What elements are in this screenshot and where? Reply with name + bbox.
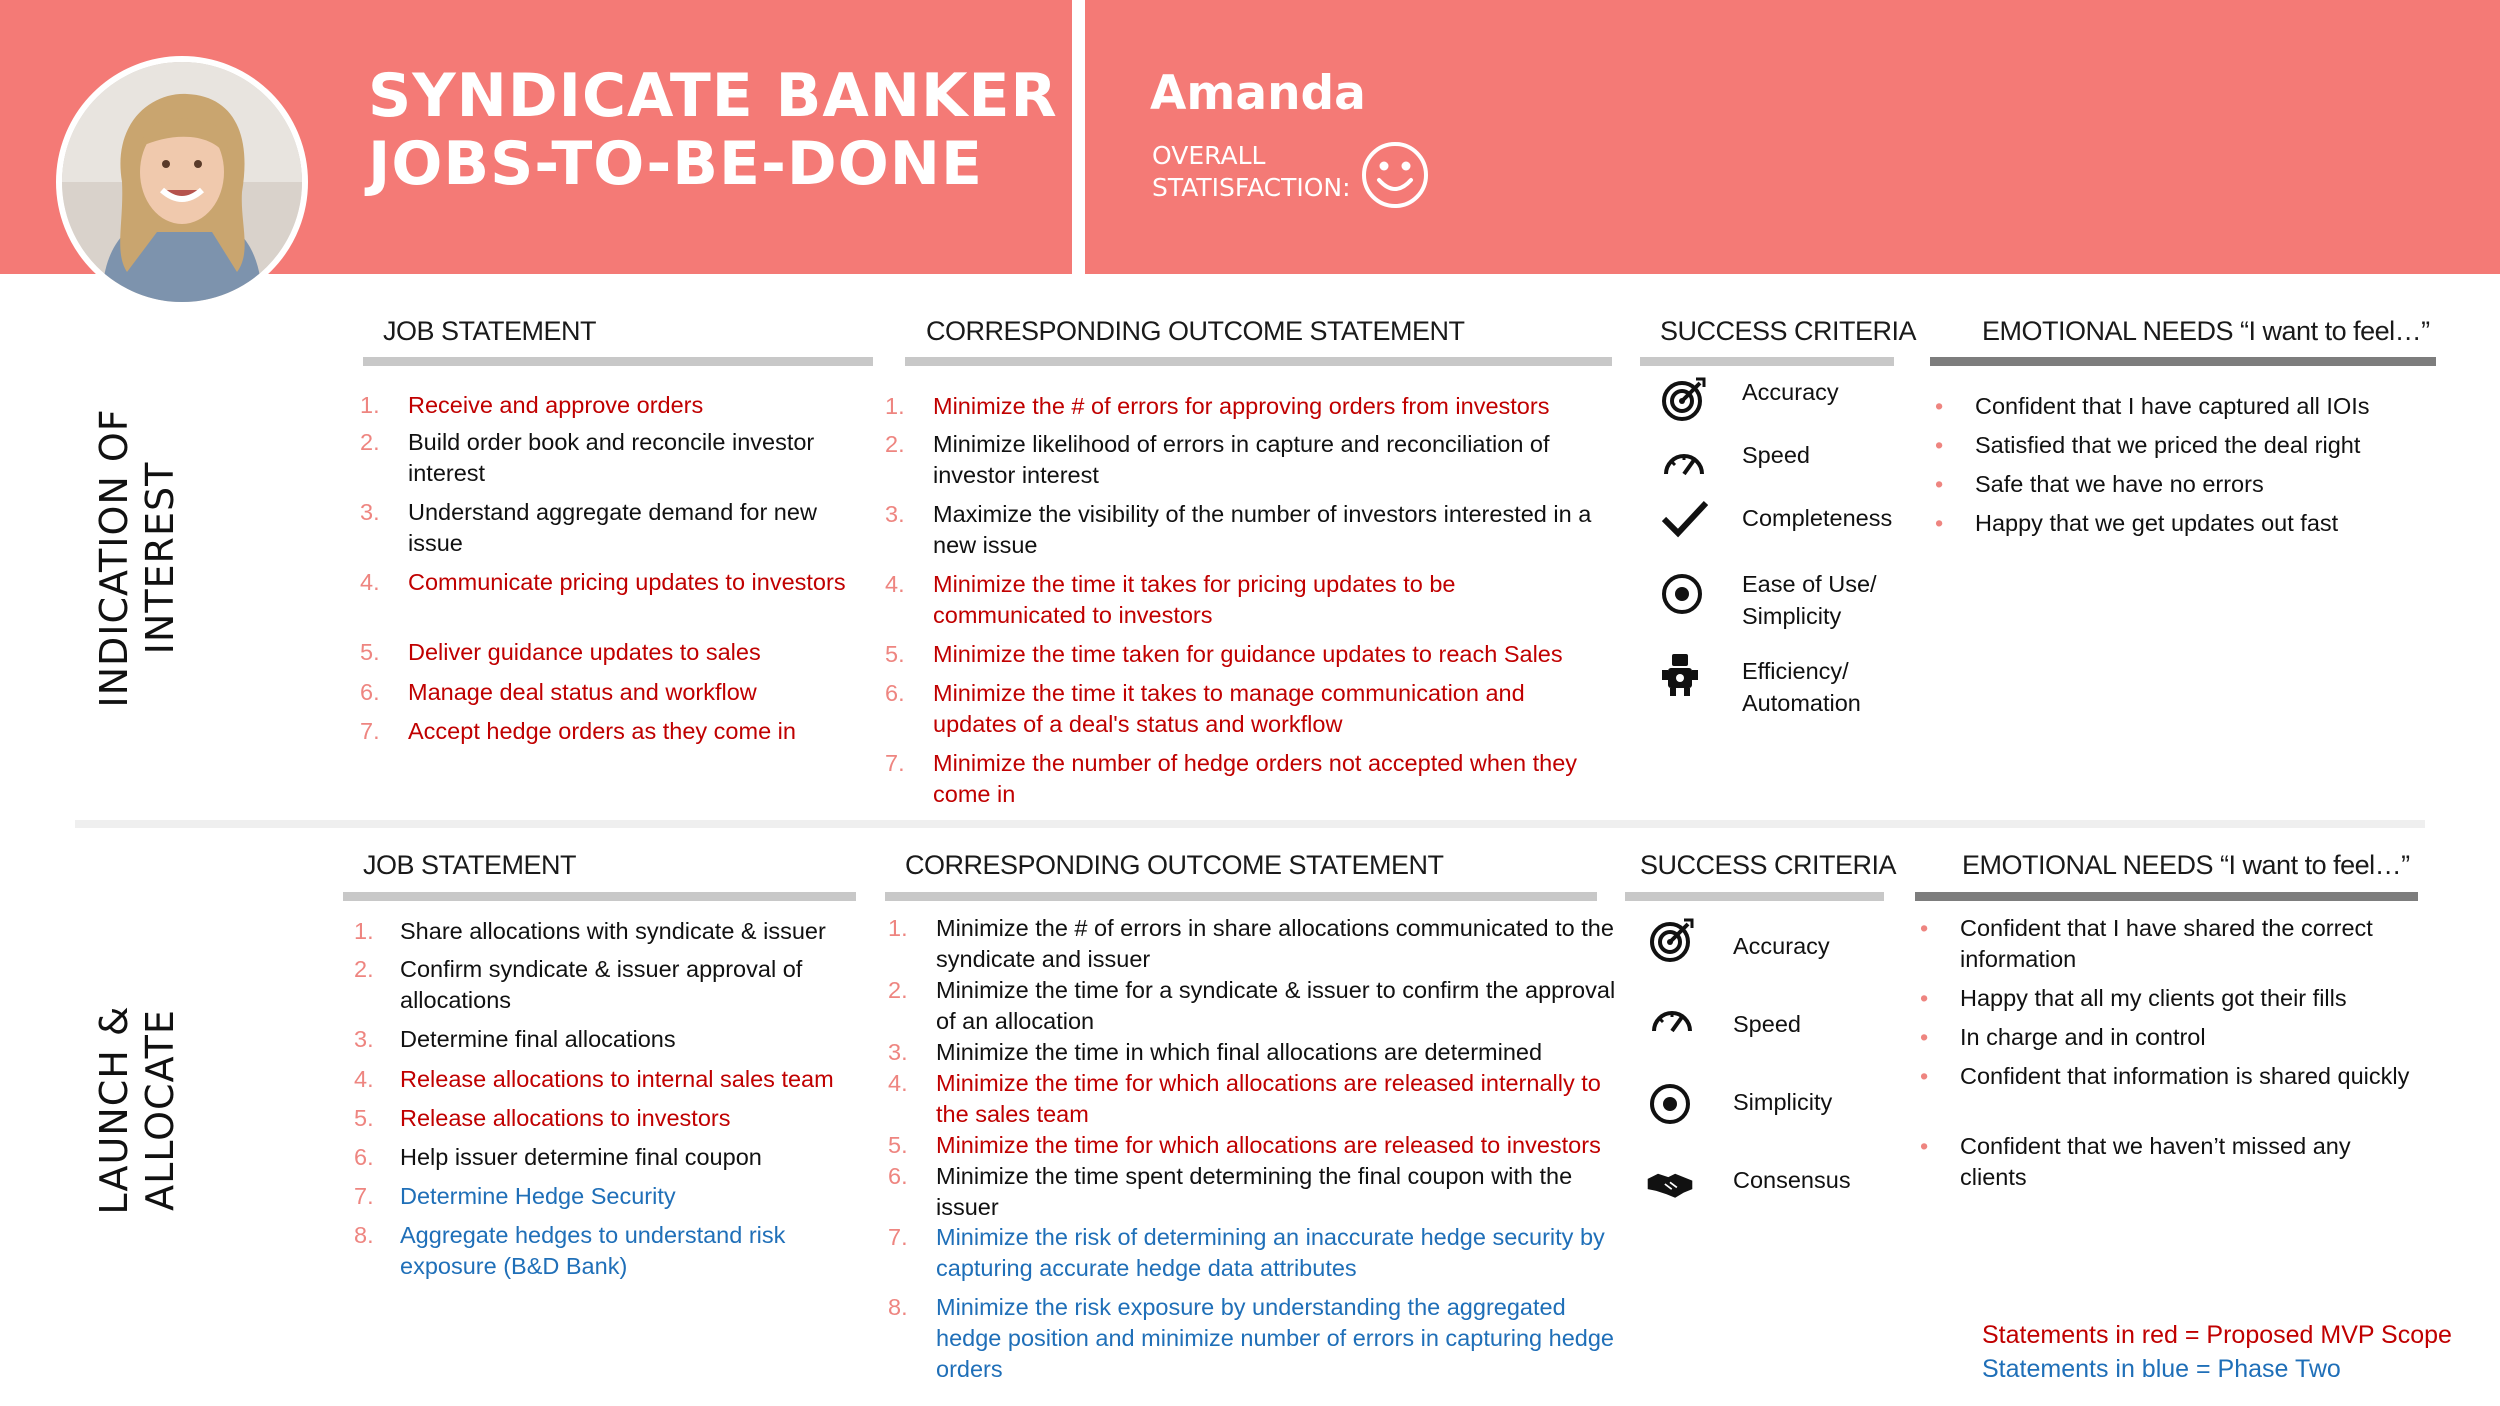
- list-item: [354, 1220, 854, 1290]
- col-bar-outcome: [905, 357, 1612, 366]
- item-text: Safe that we have no errors: [1975, 471, 2264, 497]
- item-number: 2.: [888, 977, 908, 1003]
- item-text: Determine Hedge Security: [400, 1183, 676, 1209]
- target-icon: [1648, 916, 1696, 964]
- section-label-launch-allocate: [91, 830, 183, 1390]
- overall-satisfaction-label: [1152, 140, 1351, 204]
- item-number: 4.: [360, 569, 380, 595]
- item-number: 7.: [354, 1183, 374, 1209]
- criteria-simplicity: Simplicity: [1733, 1089, 1833, 1115]
- col-header-success: SUCCESS CRITERIA: [1660, 316, 1917, 346]
- item-text: Share allocations with syndicate & issuer: [400, 918, 826, 944]
- title-line-2: JOBS-TO-BE-DONE: [368, 129, 983, 199]
- handshake-icon: [1646, 1160, 1694, 1208]
- criteria-speed: Speed: [1733, 1011, 1801, 1037]
- item-number: 4.: [885, 571, 905, 597]
- col-header-outcome: CORRESPONDING OUTCOME STATEMENT: [926, 316, 1465, 346]
- criteria-speed: Speed: [1742, 442, 1810, 468]
- col-bar-success: [1625, 892, 1884, 901]
- item-number: 4.: [354, 1066, 374, 1092]
- list-item: [354, 916, 854, 954]
- criteria-line-2: Automation: [1742, 690, 1861, 716]
- section-label-line-1: INDICATION OF: [92, 408, 136, 708]
- item-text: Help issuer determine final coupon: [400, 1144, 762, 1170]
- bullet-icon: •: [1935, 432, 1944, 458]
- criteria-efficiency: [1742, 655, 1861, 719]
- list-item: [360, 427, 860, 497]
- item-text: Minimize likelihood of errors in capture and reconciliation of investor interest: [933, 431, 1550, 488]
- item-number: 7.: [885, 750, 905, 776]
- list-item: [888, 913, 1623, 975]
- item-text: Minimize the # of errors in share allocations communicated to the syndicate and issuer: [936, 915, 1614, 972]
- col-bar-job: [343, 892, 856, 901]
- list-item: [885, 678, 1605, 748]
- item-number: 8.: [888, 1294, 908, 1320]
- col-header-emotional: EMOTIONAL NEEDS “I want to feel…”: [1982, 316, 2430, 346]
- item-text: Minimize the time for which allocations are released internally to the sales team: [936, 1070, 1601, 1127]
- item-number: 6.: [360, 679, 380, 705]
- target-icon: [1660, 375, 1708, 423]
- criteria-line-1: Efficiency/: [1742, 658, 1849, 684]
- col-header-job: JOB STATEMENT: [383, 316, 597, 346]
- item-text: Understand aggregate demand for new issue: [408, 499, 817, 556]
- checkmark-icon: [1660, 495, 1708, 543]
- smiley-face-icon: [1360, 140, 1430, 210]
- item-text: Minimize the risk of determining an inaccurate hedge security by capturing accurate hedge data attributes: [936, 1224, 1605, 1281]
- item-number: 5.: [360, 639, 380, 665]
- item-text: Minimize the time for a syndicate & issuer to confirm the approval of an allocation: [936, 977, 1616, 1034]
- page-title: [368, 62, 1058, 198]
- item-number: 3.: [885, 501, 905, 527]
- item-number: 5.: [888, 1132, 908, 1158]
- list-item: [888, 1222, 1623, 1292]
- item-text: Release allocations to internal sales team: [400, 1066, 834, 1092]
- bullet-icon: •: [1935, 510, 1944, 536]
- list-item: [354, 1024, 854, 1064]
- list-item: [360, 390, 860, 427]
- list-item: [360, 716, 860, 754]
- list-item: [354, 1064, 854, 1103]
- item-number: 1.: [354, 918, 374, 944]
- outcome-list-launch: [888, 913, 1623, 1387]
- list-item: [354, 1103, 854, 1142]
- item-number: 7.: [888, 1224, 908, 1250]
- list-item: [1935, 430, 2435, 469]
- item-number: 2.: [360, 429, 380, 455]
- criteria-line-2: Simplicity: [1742, 603, 1842, 629]
- col-header-success: SUCCESS CRITERIA: [1640, 850, 1897, 880]
- item-text: Minimize the time taken for guidance updates to reach Sales: [933, 641, 1563, 667]
- item-text: Confident that information is shared quickly: [1960, 1063, 2410, 1089]
- list-item: [888, 1130, 1623, 1161]
- list-item: [1935, 391, 2435, 430]
- item-number: 8.: [354, 1222, 374, 1248]
- speedometer-icon: [1648, 995, 1696, 1043]
- criteria-accuracy: Accuracy: [1733, 933, 1830, 959]
- item-text: Communicate pricing updates to investors: [408, 569, 846, 595]
- list-item: [885, 429, 1605, 499]
- list-item: [360, 567, 860, 637]
- item-text: In charge and in control: [1960, 1024, 2206, 1050]
- bullet-icon: •: [1920, 1063, 1929, 1089]
- item-number: 6.: [888, 1163, 908, 1189]
- item-text: Determine final allocations: [400, 1026, 676, 1052]
- list-item: [888, 1161, 1623, 1222]
- list-item: [1920, 983, 2410, 1022]
- item-text: Minimize the number of hedge orders not accepted when they come in: [933, 750, 1578, 807]
- legend: [1982, 1318, 2452, 1386]
- col-bar-job: [363, 357, 873, 366]
- item-text: Release allocations to investors: [400, 1105, 731, 1131]
- col-header-job: JOB STATEMENT: [363, 850, 577, 880]
- overall-line-1: OVERALL: [1152, 141, 1266, 170]
- list-item: [885, 569, 1605, 639]
- persona-name: Amanda: [1150, 66, 1366, 121]
- list-item: [354, 1181, 854, 1220]
- radio-target-icon: [1660, 570, 1708, 618]
- col-bar-emotional: [1915, 892, 2418, 901]
- item-number: 6.: [885, 680, 905, 706]
- item-text: Maximize the visibility of the number of investors interested in a new issue: [933, 501, 1592, 558]
- item-text: Minimize the risk exposure by understanding the aggregated hedge position and minimize number of errors in capturing hedge orders: [936, 1294, 1614, 1382]
- col-bar-outcome: [885, 892, 1597, 901]
- item-number: 5.: [354, 1105, 374, 1131]
- radio-target-icon: [1648, 1080, 1696, 1128]
- criteria-ease-of-use: [1742, 568, 1877, 632]
- speedometer-icon: [1660, 438, 1708, 486]
- overall-line-2: STATISFACTION:: [1152, 173, 1351, 202]
- item-text: Manage deal status and workflow: [408, 679, 757, 705]
- item-text: Minimize the time spent determining the final coupon with the issuer: [936, 1163, 1573, 1220]
- col-bar-success: [1640, 357, 1894, 366]
- bullet-icon: •: [1920, 915, 1929, 941]
- item-number: 2.: [354, 956, 374, 982]
- list-item: [1920, 913, 2410, 983]
- item-text: Happy that we get updates out fast: [1975, 510, 2339, 536]
- emotional-list-launch: [1920, 913, 2410, 1201]
- list-item: [888, 975, 1623, 1037]
- criteria-accuracy: Accuracy: [1742, 379, 1839, 405]
- list-item: [354, 954, 854, 1024]
- item-number: 6.: [354, 1144, 374, 1170]
- list-item: [360, 677, 860, 716]
- bullet-icon: •: [1935, 471, 1944, 497]
- item-number: 1.: [885, 393, 905, 419]
- criteria-line-1: Ease of Use/: [1742, 571, 1877, 597]
- item-number: 3.: [888, 1039, 908, 1065]
- item-number: 2.: [885, 431, 905, 457]
- list-item: [888, 1068, 1623, 1130]
- section-label-line-1: LAUNCH &: [92, 1005, 136, 1215]
- item-text: Happy that all my clients got their fills: [1960, 985, 2347, 1011]
- legend-red: Statements in red = Proposed MVP Scope: [1982, 1321, 2452, 1349]
- list-item: [1935, 508, 2435, 547]
- item-number: 1.: [360, 392, 380, 418]
- item-text: Deliver guidance updates to sales: [408, 639, 761, 665]
- section-divider: [75, 820, 2425, 828]
- item-number: 7.: [360, 718, 380, 744]
- emotional-list-ioi: [1935, 391, 2435, 547]
- list-item: [885, 639, 1605, 678]
- list-item: [1920, 1022, 2410, 1061]
- item-text: Minimize the time in which final allocations are determined: [936, 1039, 1543, 1065]
- item-text: Minimize the time it takes for pricing updates to be communicated to investors: [933, 571, 1456, 628]
- title-line-1: SYNDICATE BANKER: [368, 61, 1058, 131]
- col-header-outcome: CORRESPONDING OUTCOME STATEMENT: [905, 850, 1444, 880]
- robot-icon: [1660, 650, 1708, 698]
- list-item: [885, 499, 1605, 569]
- item-text: Receive and approve orders: [408, 392, 704, 418]
- list-item: [885, 391, 1605, 429]
- list-item: [888, 1292, 1623, 1387]
- section-label-line-2: INTEREST: [138, 461, 182, 655]
- section-label-line-2: ALLOCATE: [138, 1009, 182, 1211]
- bullet-icon: •: [1920, 1024, 1929, 1050]
- bullet-icon: •: [1920, 985, 1929, 1011]
- criteria-completeness: Completeness: [1742, 505, 1893, 531]
- job-list-ioi: [360, 390, 860, 754]
- outcome-list-ioi: [885, 391, 1605, 818]
- list-item: [1920, 1131, 2410, 1201]
- item-text: Confident that we haven’t missed any clients: [1960, 1133, 2351, 1190]
- item-text: Build order book and reconcile investor interest: [408, 429, 815, 486]
- item-text: Confident that I have shared the correct information: [1960, 915, 2373, 972]
- item-number: 3.: [360, 499, 380, 525]
- bullet-icon: •: [1935, 393, 1944, 419]
- list-item: [1920, 1061, 2410, 1131]
- avatar: [56, 56, 308, 308]
- list-item: [885, 748, 1605, 818]
- item-text: Aggregate hedges to understand risk exposure (B&D Bank): [400, 1222, 786, 1279]
- item-text: Confirm syndicate & issuer approval of allocations: [400, 956, 803, 1013]
- bullet-icon: •: [1920, 1133, 1929, 1159]
- item-number: 4.: [888, 1070, 908, 1096]
- list-item: [360, 497, 860, 567]
- item-number: 5.: [885, 641, 905, 667]
- item-number: 1.: [888, 915, 908, 941]
- item-text: Minimize the time it takes to manage communication and updates of a deal's status and workflow: [933, 680, 1525, 737]
- col-header-emotional: EMOTIONAL NEEDS “I want to feel…”: [1962, 850, 2410, 880]
- item-text: Satisfied that we priced the deal right: [1975, 432, 2361, 458]
- item-text: Accept hedge orders as they come in: [408, 718, 796, 744]
- list-item: [354, 1142, 854, 1181]
- list-item: [1935, 469, 2435, 508]
- item-text: Minimize the time for which allocations are released to investors: [936, 1132, 1601, 1158]
- job-list-launch: [354, 916, 854, 1290]
- header-right-panel: [1085, 0, 2500, 274]
- list-item: [360, 637, 860, 677]
- legend-blue: Statements in blue = Phase Two: [1982, 1355, 2341, 1383]
- item-text: Confident that I have captured all IOIs: [1975, 393, 2370, 419]
- criteria-consensus: Consensus: [1733, 1167, 1851, 1193]
- item-text: Minimize the # of errors for approving orders from investors: [933, 393, 1550, 419]
- section-label-indication-of-interest: [91, 278, 183, 838]
- item-number: 3.: [354, 1026, 374, 1052]
- col-bar-emotional: [1930, 357, 2436, 366]
- list-item: [888, 1037, 1623, 1068]
